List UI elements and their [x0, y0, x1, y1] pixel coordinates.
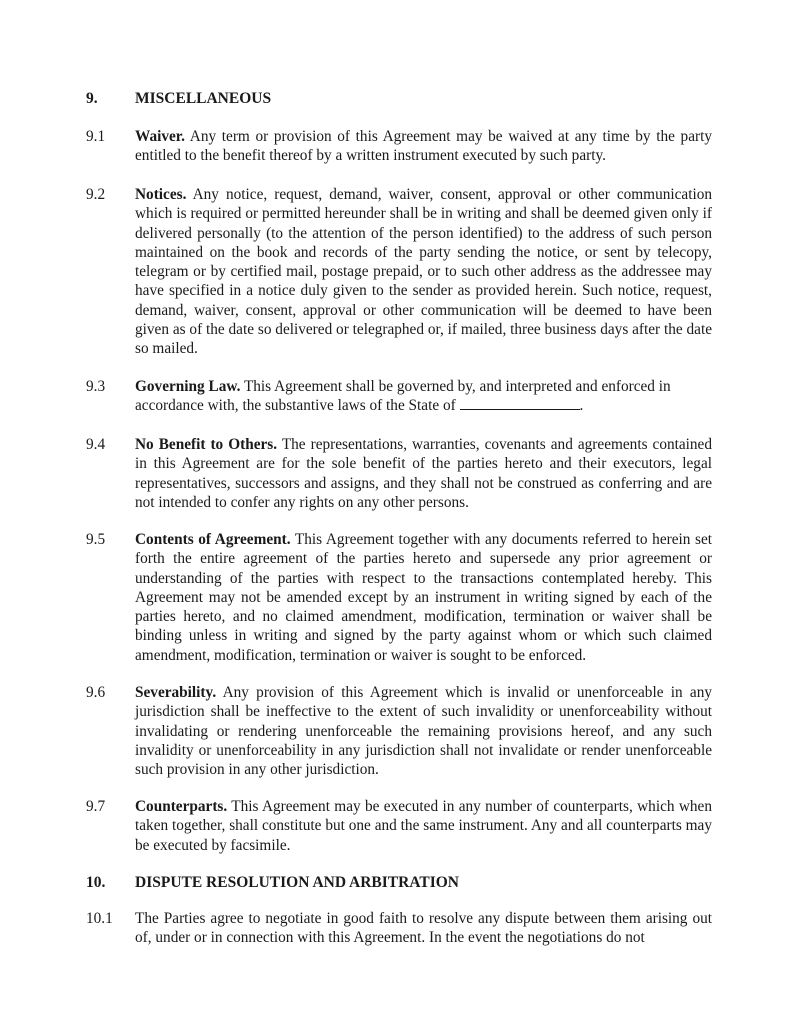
- clause-number: 9.4: [86, 436, 106, 453]
- clause-heading: Waiver.: [135, 128, 185, 145]
- section-number: 10.: [86, 874, 106, 891]
- clause-heading: Governing Law.: [135, 378, 241, 395]
- clause-heading: Contents of Agreement.: [135, 531, 291, 548]
- section-title: MISCELLANEOUS: [135, 90, 272, 107]
- clause-text: Any provision of this Agreement which is invalid or unenforceable in any jurisdiction shall be ineffective to the extent of such invalidity or unenforceability without invalidating or rendering unenforceable the remaining provisions hereof, and any such invalidity or unenforceability in any jurisdiction shall not invalidate or render unenforceable such provision in any other jurisdiction.: [135, 684, 712, 779]
- clause-text-end: .: [579, 397, 584, 415]
- state-blank-line: [460, 397, 580, 410]
- clause-text: The representations, warranties, covenants and agreements contained in this Agreement are for the sole benefit of the parties hereto and their executors, legal representatives, successors and assigns, and they shall not be construed as conferring and are not intended to confer any rights on any other persons.: [135, 436, 712, 511]
- clause-number: 9.2: [86, 186, 106, 203]
- clause-text: Any term or provision of this Agreement may be waived at any time by the party entitled to the benefit thereof by a written instrument executed by such party.: [135, 128, 712, 165]
- clause-text: This Agreement shall be governed by, and interpreted and enforced in accordance with, the substantive laws of the State of: [135, 378, 671, 415]
- clause-number: 9.6: [86, 684, 106, 701]
- clause-body: [135, 683, 712, 779]
- clause-number: 9.7: [86, 798, 106, 815]
- clause-text: The Parties agree to negotiate in good faith to resolve any dispute between them arising out of, under or in connection with this Agreement. In the event the negotiations do not: [135, 910, 712, 947]
- clause-number: 9.1: [86, 128, 106, 145]
- clause-body: [135, 127, 712, 166]
- clause-heading: Severability.: [135, 684, 217, 701]
- clause-body: [135, 185, 712, 359]
- section-number: 9.: [86, 90, 98, 107]
- clause-body: [135, 797, 712, 855]
- clause-heading: No Benefit to Others.: [135, 436, 278, 453]
- clause-heading: Counterparts.: [135, 798, 228, 815]
- clause-text: Any notice, request, demand, waiver, consent, approval or other communication which is required or permitted hereunder shall be in writing and shall be deemed given only if delivered personally (to the attention of the person identified) to the address of such person maintained on the book and records of the party sending the notice, or sent by telecopy, telegram or by certified mail, postage prepaid, or to such other address as the addressee may have specified in a notice duly given to the sender as provided herein. Such notice, request, demand, waiver, consent, approval or other communication will be deemed to have been given as of the date so delivered or telegraphed or, if mailed, three business days after the date so mailed.: [135, 186, 712, 358]
- clause-number: 10.1: [86, 910, 113, 927]
- section-title: DISPUTE RESOLUTION AND ARBITRATION: [135, 874, 459, 891]
- clause-heading: Notices.: [135, 186, 187, 203]
- clause-body: [135, 377, 712, 416]
- clause-body: [135, 435, 712, 512]
- clause-text: This Agreement may be executed in any number of counterparts, which when taken together, shall constitute but one and the same instrument. Any and all counterparts may be executed by facsimile.: [135, 798, 712, 854]
- clause-body: [135, 909, 712, 948]
- clause-body: [135, 530, 712, 665]
- clause-text: This Agreement together with any documents referred to herein set forth the entire agreement of the parties hereto and supersede any prior agreement or understanding of the parties with respect to the transactions contemplated hereby. This Agreement may not be amended except by an instrument in writing signed by each of the parties hereto, and no claimed amendment, modification, termination or waiver shall be binding unless in writing and signed by the party against whom or which such claimed amendment, modification, termination or waiver is sought to be enforced.: [135, 531, 713, 664]
- clause-number: 9.3: [86, 378, 106, 395]
- clause-number: 9.5: [86, 531, 106, 548]
